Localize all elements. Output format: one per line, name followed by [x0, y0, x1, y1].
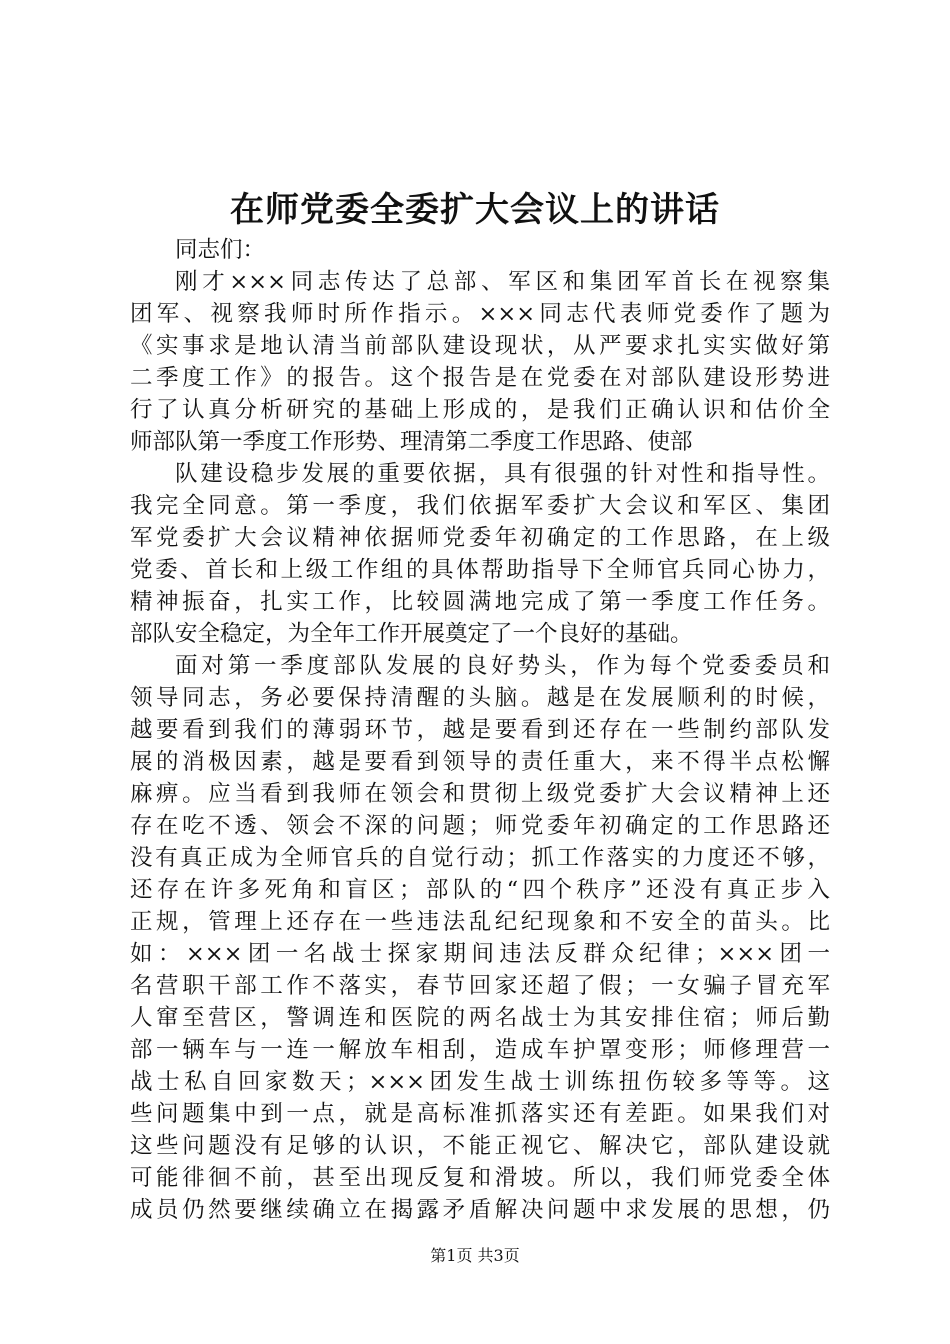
body-line: 人窜至营区，警调连和医院的两名战士为其安排住宿；师后勤: [130, 1005, 830, 1031]
body-line: 刚才×××同志传达了总部、军区和集团军首长在视察集: [175, 269, 830, 295]
body-line: 精神振奋，扎实工作，比较圆满地完成了第一季度工作任务。: [130, 589, 830, 615]
body-line: 可能徘徊不前，甚至出现反复和滑坡。所以，我们师党委全体: [130, 1165, 830, 1191]
body-line: 《实事求是地认清当前部队建设现状，从严要求扎实实做好第: [130, 333, 830, 359]
body-line: 如：×××团一名战士探家期间违法反群众纪律；×××团一: [130, 941, 830, 967]
body-line: 队建设稳步发展的重要依据，具有很强的针对性和指导性。: [175, 461, 830, 487]
body-line: 我完全同意。第一季度，我们依据军委扩大会议和军区、集团: [130, 493, 830, 519]
body-line: 越要看到我们的薄弱环节，越是要看到还存在一些制约部队发: [130, 717, 830, 743]
body-line: 领导同志，务必要保持清醒的头脑。越是在发展顺利的时候，: [130, 685, 830, 711]
body-line: 这些问题没有足够的认识，不能正视它、解决它，部队建设就: [130, 1133, 830, 1159]
body-line: 些问题集中到一点，就是高标准抓落实还有差距。如果我们对: [130, 1101, 830, 1127]
body-line: 麻痹。应当看到我师在领会和贯彻上级党委扩大会议精神上还: [130, 781, 830, 807]
body-line: 展的消极因素，越是要看到领导的责任重大，来不得半点松懈: [130, 749, 830, 775]
body-line: 正规，管理上还存在一些违法乱纪纪现象和不安全的苗头。比: [130, 909, 830, 935]
body-line: 行了认真分析研究的基础上形成的，是我们正确认识和估价全: [130, 397, 830, 423]
body-line: 战士私自回家数天；×××团发生战士训练扭伤较多等等。这: [130, 1069, 830, 1095]
body-line: 部一辆车与一连一解放车相刮，造成车护罩变形；师修理营一: [130, 1037, 830, 1063]
body-line: 师部队第一季度工作形势、理清第二季度工作思路、使部: [130, 429, 693, 455]
body-line: 团军、视察我师时所作指示。×××同志代表师党委作了题为: [130, 301, 830, 327]
body-line: 没有真正成为全师官兵的自觉行动；抓工作落实的力度还不够，: [130, 845, 830, 871]
body-line: 名营职干部工作不落实，春节回家还超了假；一女骗子冒充军: [130, 973, 830, 999]
body-line: 面对第一季度部队发展的良好势头，作为每个党委委员和: [175, 653, 830, 679]
body-line: 成员仍然要继续确立在揭露矛盾解决问题中求发展的思想，仍: [130, 1197, 830, 1223]
body-line: 部队安全稳定，为全年工作开展奠定了一个良好的基础。: [130, 621, 693, 647]
body-line: 二季度工作》的报告。这个报告是在党委在对部队建设形势进: [130, 365, 830, 391]
salutation-line: 同志们：: [175, 237, 266, 263]
document-title: 在师党委全委扩大会议上的讲话: [230, 190, 720, 230]
page-footer: 第1页 共3页: [430, 1246, 520, 1265]
document-body: [130, 234, 830, 1226]
body-line: 党委、首长和上级工作组的具体帮助指导下全师官兵同心协力，: [130, 557, 830, 583]
body-line: 还存在许多死角和盲区；部队的“四个秩序”还没有真正步入: [130, 877, 830, 903]
body-line: 存在吃不透、领会不深的问题；师党委年初确定的工作思路还: [130, 813, 830, 839]
body-line: 军党委扩大会议精神依据师党委年初确定的工作思路，在上级: [130, 525, 830, 551]
